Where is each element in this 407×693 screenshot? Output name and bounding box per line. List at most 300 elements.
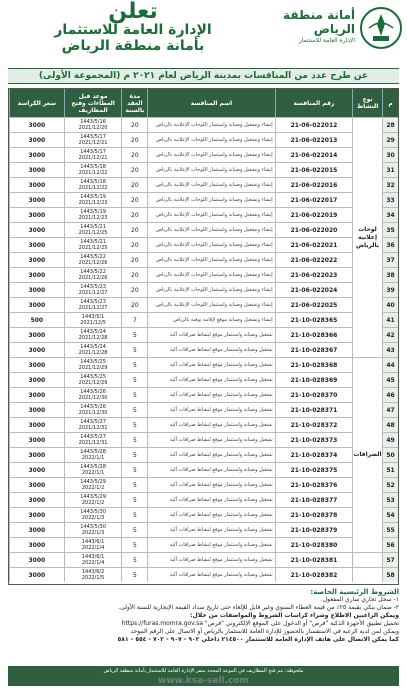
row-date-gregorian: 2021/12/28 [78, 335, 108, 341]
row-price: 3000 [9, 418, 64, 432]
row-number: 47 [382, 403, 398, 417]
condition-1: ١- سجل تجاري ساري المفعول. [320, 596, 399, 603]
brand-block [265, 8, 355, 45]
row-duration: 20 [121, 268, 147, 282]
row-price: 3000 [9, 523, 64, 537]
row-tender-name: تشغيل وصيانة واستثمار موقع لنشاط صرافات آلية [147, 553, 274, 567]
row-duration: 20 [121, 208, 147, 222]
row-duration: 20 [121, 118, 147, 132]
row-tender-number: 21-10-028375 [275, 463, 353, 477]
row-price: 3000 [9, 328, 64, 342]
row-number: 46 [382, 388, 398, 402]
row-date [64, 538, 122, 552]
row-price: 3000 [9, 253, 64, 267]
watermark: www.ksa-sell.com [158, 676, 249, 686]
table-row [9, 312, 398, 327]
row-tender-name: تشغيل وصيانة واستثمار موقع لنشاط صرافات آلية [147, 523, 274, 537]
row-tender-number: 21-10-028378 [275, 508, 353, 522]
row-date-hijri: 1443/5/18 [80, 179, 106, 185]
header-booklet-price: سعر الكراسة [9, 89, 64, 117]
row-price: 3000 [9, 223, 64, 237]
row-date [64, 163, 122, 177]
row-date-hijri: 1443/5/23 [80, 284, 106, 290]
row-date [64, 373, 122, 387]
row-date [64, 223, 122, 237]
row-date [64, 313, 122, 327]
row-tender-name: تشغيل وصيانة واستثمار موقع لنشاط صرافات آلية [147, 508, 274, 522]
row-number: 38 [382, 268, 398, 282]
table-row [9, 462, 398, 477]
row-duration: 5 [121, 508, 147, 522]
header-tender-name: اسم المنافسة [147, 89, 274, 117]
row-date-hijri: 1443/5/24 [80, 344, 106, 350]
row-date [64, 193, 122, 207]
row-tender-name: تشغيل وصيانة واستثمار موقع لنشاط صرافات آلية [147, 418, 274, 432]
row-tender-number: 21-06-022023 [275, 268, 353, 282]
row-price: 3000 [9, 358, 64, 372]
table-row [9, 357, 398, 372]
row-date-gregorian: 2021/12/26 [78, 275, 108, 281]
header [0, 0, 407, 58]
row-tender-number: 21-10-028371 [275, 403, 353, 417]
row-price: 3000 [9, 283, 64, 297]
row-date [64, 418, 122, 432]
row-duration: 20 [121, 223, 147, 237]
row-price: 3000 [9, 208, 64, 222]
row-price: 3000 [9, 163, 64, 177]
row-date [64, 463, 122, 477]
row-date-hijri: 1443/5/27 [80, 419, 106, 425]
row-tender-number: 21-10-028366 [275, 328, 353, 342]
row-date-hijri: 1443/6/1 [81, 539, 105, 545]
row-price: 3000 [9, 193, 64, 207]
table-row [9, 417, 398, 432]
row-duration: 5 [121, 553, 147, 567]
row-tender-name: تشغيل وصيانة واستثمار موقع لنشاط صرافات آلية [147, 538, 274, 552]
row-tender-number: 21-06-022025 [275, 298, 353, 312]
row-date [64, 118, 122, 132]
furas-link[interactable]: تحميل تطبيق الأجهزة الذكية "فرص" أو الدخول على الموقع الإلكتروني "فرص" https://furas.momra.gov.sa [121, 620, 399, 627]
row-date-hijri: 1443/5/18 [80, 164, 106, 170]
row-tender-name: إنشاء وتشغيل وصيانة واستثمار اللوحات الإعلانية بالرياض [147, 193, 274, 207]
row-tender-number: 21-10-028376 [275, 478, 353, 492]
row-date-hijri: 1443/5/30 [80, 524, 106, 530]
row-tender-name: تشغيل وصيانة واستثمار موقع لنشاط صرافات آلية [147, 328, 274, 342]
row-number: 34 [382, 208, 398, 222]
row-tender-number: 21-06-022013 [275, 133, 353, 147]
row-date [64, 253, 122, 267]
brand-name: أمانة منطقة الرياض [283, 8, 355, 36]
row-date [64, 568, 122, 582]
row-date-hijri: 1443/5/24 [80, 329, 106, 335]
row-number: 45 [382, 373, 398, 387]
row-date-hijri: 1443/5/29 [80, 494, 106, 500]
page-title: عن طرح عدد من المنافسات بمدينة الرياض لعام ٢٠٢١ م (المجموعة الأولى) [8, 68, 399, 84]
row-tender-name: إنشاء وتشغيل وصيانة واستثمار اللوحات الإعلانية بالرياض [147, 163, 274, 177]
row-date-gregorian: 2021/12/22 [78, 170, 108, 176]
row-date-hijri: 1443/6/1 [81, 554, 105, 560]
row-date-hijri: 1443/5/25 [80, 359, 106, 365]
table-row [9, 492, 398, 507]
row-price: 3000 [9, 118, 64, 132]
row-date [64, 433, 122, 447]
row-price: 3000 [9, 508, 64, 522]
row-tender-number: 21-10-028365 [275, 313, 353, 327]
row-date [64, 388, 122, 402]
row-number: 58 [382, 568, 398, 582]
table-row [9, 552, 398, 567]
row-date-hijri: 1443/5/26 [80, 404, 106, 410]
table-row [9, 402, 398, 417]
row-date [64, 238, 122, 252]
phone-info: كما يمكن الاتصال على هاتف الإدارة العامة للاستثمار ٢١٤٥٠٠ داخلي ٩٠٢ - ٩٠٧ - ٧٠٢ - ٥٥٤ - ٥٨١ [117, 636, 399, 643]
row-number: 32 [382, 178, 398, 192]
row-date-gregorian: 2022/1/3 [81, 515, 105, 521]
row-date-gregorian: 2021/12/28 [78, 350, 108, 356]
row-number: 43 [382, 343, 398, 357]
row-date-gregorian: 2021/12/20 [78, 125, 108, 131]
row-duration: 5 [121, 388, 147, 402]
row-tender-name: إنشاء وتشغيل وصيانة واستثمار اللوحات الإعلانية بالرياض [147, 283, 274, 297]
row-duration: 20 [121, 133, 147, 147]
row-duration: 5 [121, 523, 147, 537]
table-row [9, 192, 398, 207]
row-date-hijri: 1443/5/28 [80, 464, 106, 470]
row-tender-name: تشغيل وصيانة واستثمار موقع لنشاط صرافات آلية [147, 403, 274, 417]
row-number: 51 [382, 463, 398, 477]
row-date-gregorian: 2021/12/25 [78, 245, 108, 251]
table-row [9, 372, 398, 387]
tenders-table [8, 88, 399, 585]
row-duration: 5 [121, 493, 147, 507]
row-date-hijri: 1443/5/23 [80, 299, 106, 305]
row-price: 3000 [9, 568, 64, 582]
row-price: 3000 [9, 373, 64, 387]
row-date-gregorian: 2021/12/29 [78, 380, 108, 386]
row-date-hijri: 1443/5/21 [80, 239, 106, 245]
booklet-info: ويمكن الراغبين الاطلاع وشراء كراسات الشروط والمواصفات من خلال: [190, 612, 399, 619]
row-tender-number: 21-10-028381 [275, 553, 353, 567]
row-tender-number: 21-06-022019 [275, 208, 353, 222]
table-row [9, 132, 398, 147]
row-date-gregorian: 2021/12/26 [78, 260, 108, 266]
row-price: 3000 [9, 343, 64, 357]
table-row [9, 327, 398, 342]
row-price: 3000 [9, 433, 64, 447]
row-price: 3000 [9, 463, 64, 477]
row-date [64, 478, 122, 492]
row-date-hijri: 1443/5/30 [80, 509, 106, 515]
row-number: 57 [382, 553, 398, 567]
table-row [9, 387, 398, 402]
row-tender-name: إنشاء وتشغيل وصيانة واستثمار اللوحات الإعلانية بالرياض [147, 148, 274, 162]
row-date-gregorian: 2021/12/31 [78, 440, 108, 446]
row-date [64, 403, 122, 417]
row-duration: 5 [121, 373, 147, 387]
header-activity: نوع النشاط [352, 89, 382, 117]
row-tender-name: تشغيل وصيانة واستثمار موقع لنشاط صرافات آلية [147, 358, 274, 372]
row-number: 55 [382, 523, 398, 537]
row-date-gregorian: 2021/12/27 [78, 290, 108, 296]
row-date-hijri: 1443/5/22 [80, 269, 106, 275]
activity-group-label: لوحات إعلانية بالرياض [352, 118, 382, 357]
row-tender-number: 21-06-022012 [275, 118, 353, 132]
row-tender-number: 21-10-028377 [275, 493, 353, 507]
row-date [64, 148, 122, 162]
row-duration: 5 [121, 448, 147, 462]
row-tender-name: تشغيل وصيانة واستثمار موقع لنشاط صرافات آلية [147, 373, 274, 387]
row-number: 56 [382, 538, 398, 552]
table-row [9, 297, 398, 312]
row-duration: 5 [121, 463, 147, 477]
inquiry-info: ويمكن لمن لديه الرغبة في الاستفسار بالحضور للإدارة العامة للاستثمار بالرياض أو الاتصال على الرقم الموحد [130, 628, 399, 635]
activity-group-label: الصرافات [352, 358, 382, 552]
row-number: 31 [382, 163, 398, 177]
row-tender-number: 21-06-022020 [275, 223, 353, 237]
table-row [9, 477, 398, 492]
row-date-gregorian: 2022/1/1 [81, 470, 105, 476]
row-tender-name: إنشاء وتشغيل وصيانة واستثمار اللوحات الإعلانية بالرياض [147, 268, 274, 282]
row-number: 29 [382, 133, 398, 147]
row-tender-number: 21-10-028380 [275, 538, 353, 552]
row-number: 30 [382, 148, 398, 162]
header-no: م [382, 89, 398, 117]
row-number: 28 [382, 118, 398, 132]
riyadh-municipality-logo-icon [359, 6, 403, 50]
row-date-gregorian: 2022/1/2 [81, 500, 105, 506]
row-number: 54 [382, 508, 398, 522]
row-date [64, 343, 122, 357]
header-tender-number: رقم المنافسة [275, 89, 353, 117]
row-tender-number: 21-06-022021 [275, 238, 353, 252]
row-date-gregorian: 2022/1/3 [81, 530, 105, 536]
row-date [64, 328, 122, 342]
row-date-hijri: 1443/5/19 [80, 194, 106, 200]
row-date [64, 178, 122, 192]
brand-subtitle: الإدارة العامة للاستثمار [298, 37, 355, 44]
row-price: 3000 [9, 133, 64, 147]
row-duration: 5 [121, 328, 147, 342]
row-price: 3000 [9, 298, 64, 312]
row-date-gregorian: 2021/12/23 [78, 215, 108, 221]
row-date-gregorian: 2022/1/4 [81, 545, 105, 551]
row-date [64, 448, 122, 462]
announce-line-2: الإدارة العامة للاستثمار [54, 22, 212, 38]
row-date-gregorian: 2022/1/4 [81, 560, 105, 566]
table-row [9, 447, 398, 462]
row-duration: 20 [121, 178, 147, 192]
table-row [9, 237, 398, 252]
row-number: 41 [382, 313, 398, 327]
row-number: 33 [382, 193, 398, 207]
row-number: 49 [382, 433, 398, 447]
row-tender-name: تشغيل وصيانة واستثمار موقع لنشاط صرافات آلية [147, 448, 274, 462]
row-date-gregorian: 2021/12/5 [80, 320, 106, 326]
row-tender-name: تشغيل وصيانة واستثمار موقع لنشاط صرافات آلية [147, 463, 274, 477]
row-date-hijri: 1443/5/21 [80, 224, 106, 230]
row-number: 39 [382, 283, 398, 297]
row-duration: 20 [121, 298, 147, 312]
row-tender-number: 21-06-022016 [275, 178, 353, 192]
row-date-gregorian: 2021/12/27 [78, 305, 108, 311]
row-date [64, 508, 122, 522]
row-duration: 5 [121, 358, 147, 372]
table-row [9, 507, 398, 522]
row-price: 3000 [9, 238, 64, 252]
table-row [9, 162, 398, 177]
row-date [64, 208, 122, 222]
row-price: 3000 [9, 268, 64, 282]
table-row [9, 177, 398, 192]
row-duration: 20 [121, 148, 147, 162]
row-date-gregorian: 2021/12/31 [78, 425, 108, 431]
bottom-note: ملحوظة: يتم فتح المظاريف في الموعد المحدد بمقر الإدارة العامة للاستثمار بأمانة منطقة الرياض [8, 666, 399, 686]
row-price: 3000 [9, 388, 64, 402]
table-body [9, 117, 398, 584]
row-activity [352, 568, 382, 582]
row-tender-number: 21-10-028370 [275, 388, 353, 402]
table-row [9, 267, 398, 282]
row-price: 500 [9, 313, 64, 327]
row-date-hijri: 1443/5/17 [80, 149, 106, 155]
table-row [9, 342, 398, 357]
row-date-hijri: 1443/5/28 [80, 449, 106, 455]
row-date [64, 298, 122, 312]
row-tender-number: 21-06-022014 [275, 148, 353, 162]
row-number: 44 [382, 358, 398, 372]
row-date-hijri: 1443/5/22 [80, 254, 106, 260]
row-date [64, 523, 122, 537]
row-date-gregorian: 2021/12/21 [78, 155, 108, 161]
condition-2: ٢- ضمان بنكي بقيمة ٢٥٪ من قيمة العطاء السنوي وغير قابل للإلغاء حتى تاريخ سداد القيمة الإيجارية للسنة الأولى. [118, 604, 399, 611]
row-date [64, 268, 122, 282]
row-date [64, 553, 122, 567]
row-date [64, 358, 122, 372]
row-tender-number: 21-06-022017 [275, 193, 353, 207]
row-date-hijri: 1443/5/16 [80, 119, 106, 125]
row-tender-name: إنشاء وتشغيل وصيانة واستثمار اللوحات الإعلانية بالرياض [147, 238, 274, 252]
row-tender-name: إنشاء وتشغيل وصيانة موقع لإقامة بوفية بالرياض [147, 313, 274, 327]
row-date-hijri: 1443/6/2 [81, 569, 105, 575]
row-date-gregorian: 2021/12/21 [78, 140, 108, 146]
conditions-heading: الشروط الرئيسية الخاصة: [310, 588, 399, 596]
table-row [9, 537, 398, 552]
row-number: 52 [382, 478, 398, 492]
row-tender-name: إنشاء وتشغيل وصيانة واستثمار اللوحات الإعلانية بالرياض [147, 133, 274, 147]
table-row [9, 567, 398, 582]
row-activity [352, 553, 382, 567]
row-tender-number: 21-06-022022 [275, 253, 353, 267]
row-price: 3000 [9, 493, 64, 507]
row-date-gregorian: 2021/12/22 [78, 185, 108, 191]
row-number: 50 [382, 448, 398, 462]
row-date-hijri: 1443/5/25 [80, 374, 106, 380]
row-tender-name: تشغيل وصيانة واستثمار موقع لنشاط صرافات آلية [147, 493, 274, 507]
row-tender-name: إنشاء وتشغيل وصيانة واستثمار اللوحات الإعلانية بالرياض [147, 223, 274, 237]
row-price: 3000 [9, 553, 64, 567]
row-date-hijri: 1443/5/27 [80, 434, 106, 440]
row-date-gregorian: 2021/12/25 [78, 230, 108, 236]
row-duration: 5 [121, 403, 147, 417]
row-tender-name: تشغيل وصيانة واستثمار موقع لنشاط صرافات آلية [147, 568, 274, 582]
row-duration: 5 [121, 418, 147, 432]
row-tender-number: 21-06-022024 [275, 283, 353, 297]
row-duration: 20 [121, 193, 147, 207]
row-tender-number: 21-10-028373 [275, 433, 353, 447]
row-number: 37 [382, 253, 398, 267]
table-header [9, 89, 398, 117]
table-row [9, 207, 398, 222]
row-tender-number: 21-10-028368 [275, 358, 353, 372]
row-date-hijri: 1443/5/29 [80, 479, 106, 485]
table-row [9, 282, 398, 297]
row-date-hijri: 1443/5/17 [80, 134, 106, 140]
row-tender-name: إنشاء وتشغيل وصيانة واستثمار اللوحات الإعلانية بالرياض [147, 178, 274, 192]
announce-line-1: تعلن [108, 0, 158, 24]
row-number: 36 [382, 238, 398, 252]
row-duration: 7 [121, 313, 147, 327]
row-price: 3000 [9, 448, 64, 462]
row-price: 3000 [9, 178, 64, 192]
row-date [64, 283, 122, 297]
row-price: 3000 [9, 538, 64, 552]
row-duration: 5 [121, 343, 147, 357]
row-date [64, 493, 122, 507]
row-date [64, 133, 122, 147]
row-date-gregorian: 2022/1/1 [81, 455, 105, 461]
row-duration: 20 [121, 253, 147, 267]
row-tender-name: تشغيل وصيانة واستثمار موقع لنشاط صرافات آلية [147, 433, 274, 447]
row-tender-name: تشغيل وصيانة واستثمار موقع لنشاط صرافات آلية [147, 388, 274, 402]
row-tender-name: إنشاء وتشغيل وصيانة واستثمار اللوحات الإعلانية بالرياض [147, 208, 274, 222]
row-tender-number: 21-10-028374 [275, 448, 353, 462]
header-duration: مدة العقد بالسنة [121, 89, 147, 117]
row-date-hijri: 1443/5/19 [80, 209, 106, 215]
table-row [9, 222, 398, 237]
row-tender-number: 21-10-028382 [275, 568, 353, 582]
row-tender-number: 21-10-028367 [275, 343, 353, 357]
row-duration: 5 [121, 538, 147, 552]
row-date-gregorian: 2022/1/2 [81, 485, 105, 491]
row-tender-number: 21-06-022015 [275, 163, 353, 177]
row-tender-name: تشغيل وصيانة واستثمار موقع لنشاط صرافات آلية [147, 478, 274, 492]
row-tender-number: 21-10-028369 [275, 373, 353, 387]
row-duration: 20 [121, 163, 147, 177]
header-opening-date: موعد قبل العطاءات وفتح المظاريف [64, 89, 122, 117]
row-duration: 20 [121, 283, 147, 297]
table-row [9, 252, 398, 267]
row-tender-name: إنشاء وتشغيل وصيانة واستثمار اللوحات الإعلانية بالرياض [147, 118, 274, 132]
row-date-gregorian: 2021/12/23 [78, 200, 108, 206]
row-duration: 5 [121, 478, 147, 492]
table-row [9, 147, 398, 162]
row-date-gregorian: 2021/12/29 [78, 365, 108, 371]
row-date-hijri: 1443/5/1 [81, 314, 105, 320]
row-price: 3000 [9, 148, 64, 162]
table-row [9, 432, 398, 447]
row-number: 35 [382, 223, 398, 237]
row-date-gregorian: 2021/12/30 [78, 395, 108, 401]
row-tender-number: 21-10-028379 [275, 523, 353, 537]
table-row [9, 522, 398, 537]
row-tender-name: إنشاء وتشغيل وصيانة واستثمار اللوحات الإعلانية بالرياض [147, 253, 274, 267]
row-price: 3000 [9, 478, 64, 492]
row-date-gregorian: 2022/1/5 [81, 575, 105, 581]
row-number: 42 [382, 328, 398, 342]
row-tender-name: إنشاء وتشغيل وصيانة واستثمار اللوحات الإعلانية بالرياض [147, 298, 274, 312]
row-number: 48 [382, 418, 398, 432]
announcement-heading [8, 2, 258, 54]
